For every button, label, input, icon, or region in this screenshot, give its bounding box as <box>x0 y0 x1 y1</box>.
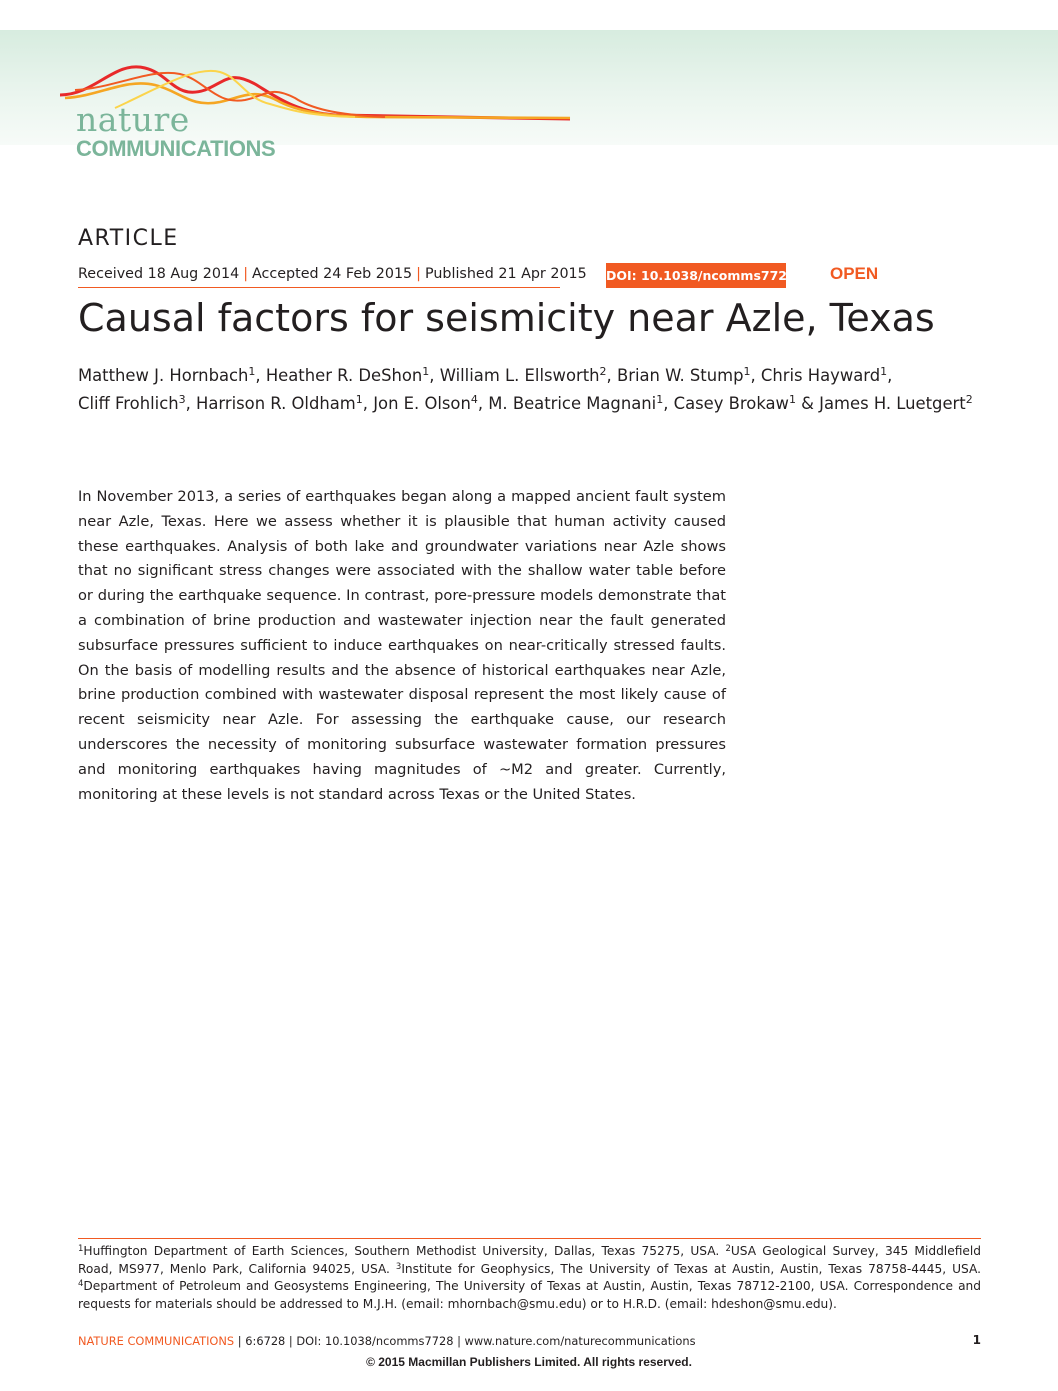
author-name: James H. Luetgert <box>819 394 966 413</box>
date-separator: | <box>243 266 249 282</box>
author-affiliation: 1 <box>422 365 430 378</box>
article-title: Causal factors for seismicity near Azle, Texas <box>78 296 935 340</box>
publication-dates <box>78 266 587 288</box>
open-access-label: OPEN <box>830 264 879 283</box>
author-name: M. Beatrice Magnani <box>488 394 657 413</box>
author-name: Brian W. Stump <box>616 366 744 385</box>
author-name: Harrison R. Oldham <box>196 394 356 413</box>
footer-citation <box>78 1334 696 1348</box>
date-separator: | <box>416 266 421 282</box>
page-number: 1 <box>972 1333 981 1347</box>
author-name: Casey Brokaw <box>673 394 789 413</box>
author-affiliation: 1 <box>743 365 751 378</box>
affiliation-text: Institute for Geophysics, The University of Texas at Austin, Austin, Texas 78758-4445, USA. <box>401 1261 982 1276</box>
affiliation-text: USA Geological Survey, 345 Middlefield Road, MS977, Menlo Park, California 94025, USA. <box>78 1244 981 1276</box>
author-name: Cliff Frohlich <box>78 394 179 413</box>
author-name: Heather R. DeShon <box>265 366 423 385</box>
logo-communications-text: COMMUNICATIONS <box>76 136 276 161</box>
author-name: Chris Hayward <box>760 366 881 385</box>
affiliation-text: Huffington Department of Earth Sciences, Southern Methodist University, Dallas, Texas 75275, USA. <box>83 1244 720 1258</box>
accepted-date: Accepted 24 Feb 2015 <box>252 266 413 282</box>
author-affiliation: 2 <box>965 393 973 406</box>
published-date: Published 21 Apr 2015 <box>424 266 587 282</box>
affiliation-number: 3 <box>395 1261 402 1272</box>
author-affiliation: 1 <box>355 393 363 406</box>
affiliation-number: 2 <box>725 1244 731 1254</box>
author-affiliation: 4 <box>470 393 478 406</box>
copyright-notice: © 2015 Macmillan Publishers Limited. All rights reserved. <box>366 1355 692 1369</box>
affiliation-text: Department of Petroleum and Geosystems Engineering, The University of Texas at Austin, Austin, Texas 78712-2100, USA. <box>83 1279 849 1293</box>
affiliation-number: 1 <box>78 1244 84 1254</box>
author-affiliation: 1 <box>656 393 664 406</box>
logo-nature-text: nature <box>76 100 190 139</box>
abstract: In November 2013, a series of earthquakes began along a mapped ancient fault system near Azle, Texas. Here we assess whether it is plausible that human activity caused these earthquakes. Analysis of both lake and groundwater variations near Azle shows that no significant stress changes were associated with the shallow water table before or during the earthquake sequence. In contrast, pore-pressure models demonstrate that a combination of brine production and wastewater injection near the fault generated subsurface pressures sufficient to induce earthquakes on near-critically stressed faults. On the basis of modelling results and the absence of historical earthquakes near Azle, brine production combined with wastewater disposal represent the most likely cause of recent seismicity near Azle. For assessing the earthquake cause, our research underscores the necessity of monitoring subsurface wastewater formation pressures and monitoring earthquakes having magnitudes of ∼M2 and greater. Currently, monitoring at these levels is not standard across Texas or the United States. <box>78 488 726 803</box>
author-affiliation: 3 <box>178 393 186 406</box>
footer-journal-name: NATURE COMMUNICATIONS <box>78 1334 235 1348</box>
footer-citation-text: | 6:6728 | DOI: 10.1038/ncomms7728 | www.nature.com/naturecommunications <box>234 1334 696 1348</box>
author-name: Jon E. Olson <box>373 394 471 413</box>
author-list: Matthew J. Hornbach$^1$, Heather R. DeShon$^1$, William L. Ellsworth$^2$, Brian W. Stump$^1$, Chris Hayward$^1$, Cliff Frohlich$^3$, Harrison R. Oldham$^1$, Jon E. Olson$^4$, M. Beatrice Magnani$^1$, Casey Brokaw$^1$ & James H. Luetgert$^2$ <box>78 365 973 413</box>
affiliation-number: 4 <box>78 1279 84 1289</box>
author-name: William L. Ellsworth <box>439 366 600 385</box>
received-date: Received 18 Aug 2014 <box>78 266 240 282</box>
journal-header <box>0 30 1058 161</box>
author-affiliation: 1 <box>248 365 256 378</box>
section-label: ARTICLE <box>78 226 179 251</box>
author-affiliation: 2 <box>599 365 607 378</box>
author-affiliation: 1 <box>788 393 796 406</box>
correspondence-text: Correspondence and requests for materials should be addressed to M.J.H. (email: mhornbach@smu.edu) or to H.R.D. (email: hdeshon@smu.edu). <box>78 1279 981 1311</box>
author-name: Matthew J. Hornbach <box>78 366 249 385</box>
footnote-divider <box>78 1238 981 1239</box>
doi-badge[interactable]: DOI: 10.1038/ncomms7728 <box>606 263 786 288</box>
affiliations-footnote <box>78 1243 981 1313</box>
author-affiliation: 1 <box>880 365 888 378</box>
